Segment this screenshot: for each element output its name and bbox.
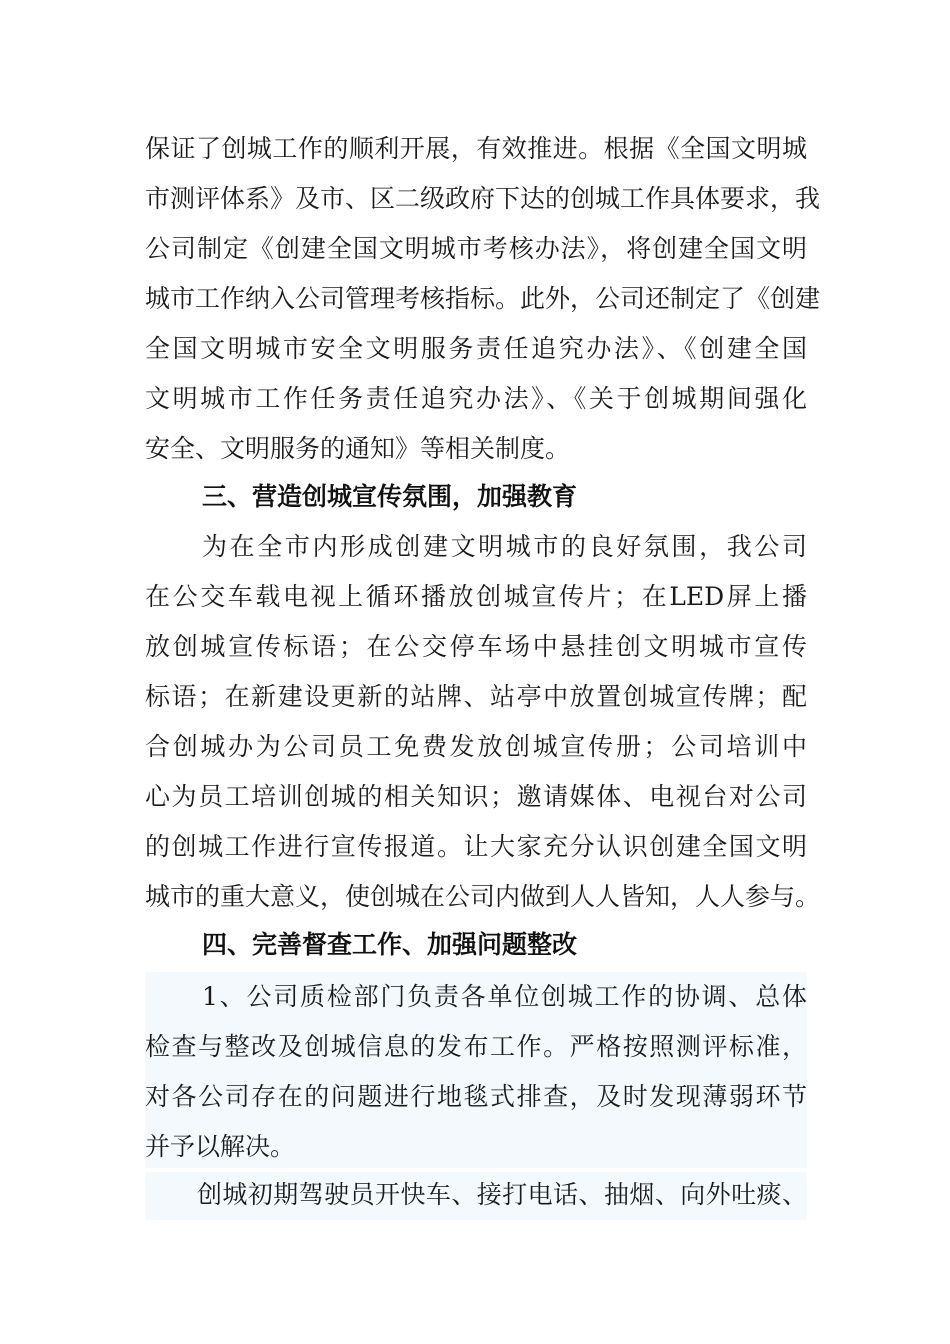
paragraph-line: 为在全市内形成创建文明城市的良好氛围，我公司 — [202, 532, 807, 561]
paragraph-line: 城市工作纳入公司管理考核指标。此外，公司还制定了《创建 — [145, 284, 821, 313]
paragraph-line: 城市的重大意义，使创城在公司内做到人人皆知，人人参与。 — [145, 882, 821, 911]
paragraph-line: 在公交车载电视上循环播放创城宣传片；在LED屏上播 — [145, 582, 807, 611]
paragraph-line: 市测评体系》及市、区二级政府下达的创城工作具体要求，我 — [145, 184, 821, 213]
paragraph-line: 文明城市工作任务责任追究办法》、《关于创城期间强化 — [145, 384, 807, 413]
paragraph-line: 保证了创城工作的顺利开展，有效推进。根据《全国文明城 — [145, 134, 807, 163]
paragraph-line: 全国文明城市安全文明服务责任追究办法》、《创建全国 — [145, 334, 807, 363]
paragraph-line: 的创城工作进行宣传报道。让大家充分认识创建全国文明 — [145, 832, 807, 861]
paragraph-line: 公司制定《创建全国文明城市考核办法》，将创建全国文明 — [145, 234, 807, 263]
section-heading-3: 三、营造创城宣传氛围，加强教育 — [202, 482, 578, 511]
paragraph-3 — [145, 972, 807, 1172]
paragraph-line: 检查与整改及创城信息的发布工作。严格按照测评标准， — [145, 1032, 807, 1061]
paragraph-line: 创城初期驾驶员开快车、接打电话、抽烟、向外吐痰、 — [197, 1180, 807, 1209]
paragraph-line: 1、公司质检部门负责各单位创城工作的协调、总体 — [202, 982, 807, 1011]
paragraph-1 — [145, 124, 821, 474]
paragraph-4 — [145, 1170, 807, 1220]
paragraph-line: 心为员工培训创城的相关知识；邀请媒体、电视台对公司 — [145, 782, 807, 811]
paragraph-line: 并予以解决。 — [145, 1132, 296, 1161]
section-heading-4: 四、完善督查工作、加强问题整改 — [202, 930, 578, 959]
paragraph-line: 安全、文明服务的通知》等相关制度。 — [145, 434, 571, 463]
paragraph-line: 合创城办为公司员工免费发放创城宣传册；公司培训中 — [145, 732, 807, 761]
paragraph-2 — [145, 522, 821, 922]
paragraph-line: 标语；在新建设更新的站牌、站亭中放置创城宣传牌；配 — [145, 682, 807, 711]
paragraph-line: 放创城宣传标语；在公交停车场中悬挂创文明城市宣传 — [145, 632, 807, 661]
paragraph-line: 对各公司存在的问题进行地毯式排查，及时发现薄弱环节 — [145, 1082, 807, 1111]
